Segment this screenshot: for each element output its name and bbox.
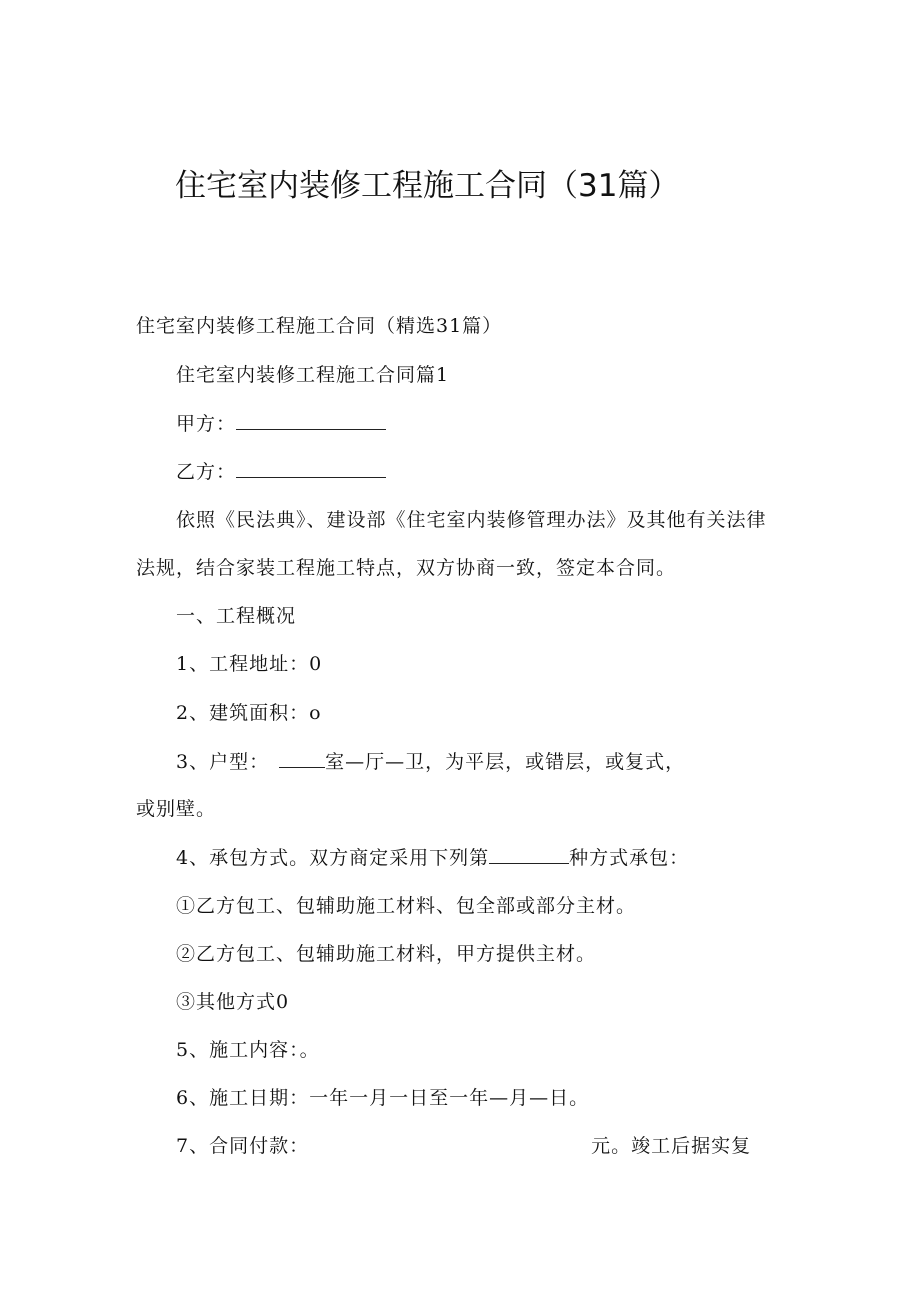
item-contract-mode [176, 845, 689, 870]
document-subtitle: 住宅室内装修工程施工合同（精选31篇） [136, 315, 503, 337]
party-b-line [176, 459, 386, 484]
intro-paragraph-line2: 法规，结合家装工程施工特点，双方协商一致，签定本合同。 [136, 557, 677, 579]
party-b-label: 乙方： [176, 461, 237, 483]
option-1: ①乙方包工、包辅助施工材料、包全部或部分主材。 [176, 895, 637, 917]
item-content: 5、施工内容：。 [176, 1039, 320, 1061]
item-contract-mode-blank [489, 845, 569, 864]
item-layout-continued: 或别壁。 [136, 798, 217, 820]
item-layout-label: 3、户型： [176, 751, 270, 773]
option-3: ③其他方式0 [176, 991, 290, 1013]
section1-heading: 一、工程概况 [176, 605, 297, 627]
item-dates: 6、施工日期：一年一月一日至一年—月—日。 [176, 1087, 590, 1109]
item-payment-text: 元。竣工后据实复 [591, 1135, 752, 1157]
item-payment [176, 1134, 751, 1158]
party-b-blank [236, 459, 386, 478]
document-title: 住宅室内装修工程施工合同（31篇） [175, 168, 680, 204]
item-address: 1、工程地址：0 [176, 653, 323, 675]
option-2: ②乙方包工、包辅助施工材料，甲方提供主材。 [176, 943, 597, 965]
chapter-heading: 住宅室内装修工程施工合同篇1 [176, 364, 450, 386]
party-a-blank [236, 411, 386, 430]
item-payment-label: 7、合同付款： [176, 1135, 310, 1157]
item-layout-text: 室—厅—卫，为平层，或错层，或复式， [325, 751, 686, 773]
intro-paragraph-line1: 依照《民法典》、建设部《住宅室内装修管理办法》及其他有关法律 [176, 509, 767, 531]
item-area: 2、建筑面积：o [176, 702, 322, 724]
item-layout-blank [279, 749, 325, 768]
party-a-label: 甲方： [176, 413, 237, 435]
item-contract-mode-text: 种方式承包： [569, 847, 690, 869]
item-contract-mode-label: 4、承包方式。双方商定采用下列第 [176, 847, 490, 869]
party-a-line [176, 411, 386, 436]
item-layout [176, 749, 685, 774]
